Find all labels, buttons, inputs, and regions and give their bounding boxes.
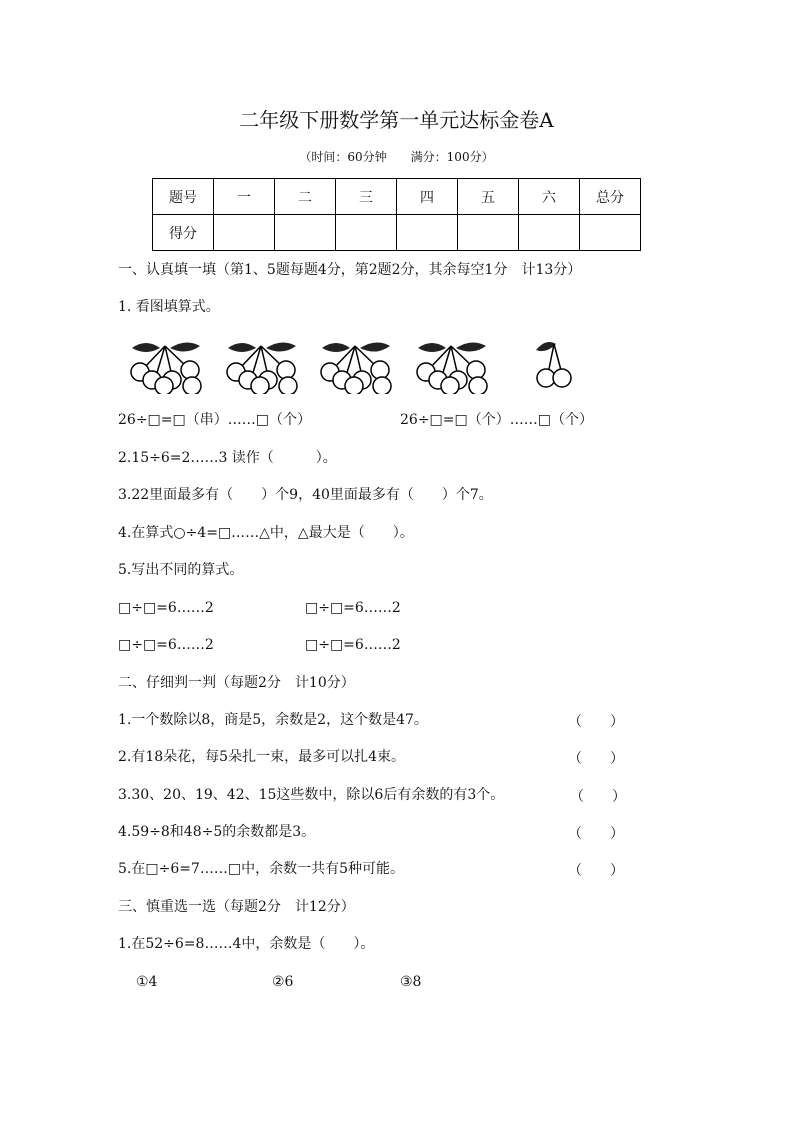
question: 2.15÷6=2……3 读作（ ）。 (118, 450, 337, 466)
blank-formula: □÷□=6……2 (118, 600, 214, 616)
cherry-bunch-icon (224, 336, 304, 394)
exam-info: （时间：60分钟 满分：100分） (299, 150, 494, 164)
answer-paren: （ ） (570, 789, 626, 805)
score-cell[interactable] (458, 215, 519, 251)
score-cell[interactable] (580, 215, 641, 251)
answer-paren: （ ） (568, 714, 624, 730)
header-cell: 一 (214, 179, 275, 215)
question: 3.22里面最多有（ ）个9，40里面最多有（ ）个7。 (118, 487, 493, 503)
score-cell[interactable] (336, 215, 397, 251)
option[interactable]: ③8 (400, 974, 422, 990)
cherry-bunch-icon (128, 336, 208, 394)
formula-b: 26÷□=□（个）……□（个） (400, 412, 593, 428)
question: 4.在算式○÷4=□……△中，△最大是（ ）。 (118, 525, 414, 541)
header-cell: 四 (397, 179, 458, 215)
question: 1. 看图填算式。 (118, 299, 220, 315)
header-cell: 题号 (153, 179, 214, 215)
judge-item: 1.一个数除以8，商是5，余数是2，这个数是47。 (118, 712, 428, 728)
answer-paren: （ ） (568, 863, 624, 879)
section2-heading: 二、仔细判一判（每题2分 计10分） (118, 675, 355, 691)
score-cell[interactable] (275, 215, 336, 251)
cherry-bunch-icon (318, 336, 398, 394)
score-cell[interactable] (397, 215, 458, 251)
blank-formula: □÷□=6……2 (118, 637, 214, 653)
formula-a: 26÷□=□（串）……□（个） (118, 412, 311, 428)
page-title: 二年级下册数学第一单元达标金卷A (239, 108, 554, 132)
option[interactable]: ②6 (272, 974, 294, 990)
cherry-bunch-icon (532, 336, 582, 394)
header-cell: 五 (458, 179, 519, 215)
row-label: 得分 (153, 215, 214, 251)
header-cell: 六 (519, 179, 580, 215)
header-cell: 二 (275, 179, 336, 215)
judge-item: 2.有18朵花，每5朵扎一束，最多可以扎4束。 (118, 749, 405, 765)
question: 1.在52÷6=8……4中，余数是（ ）。 (118, 936, 375, 952)
blank-formula: □÷□=6……2 (305, 600, 401, 616)
option[interactable]: ①4 (136, 974, 158, 990)
score-cell[interactable] (519, 215, 580, 251)
score-cell[interactable] (214, 215, 275, 251)
header-cell: 三 (336, 179, 397, 215)
question: 5.写出不同的算式。 (118, 562, 244, 578)
answer-paren: （ ） (568, 751, 624, 767)
section1-heading: 一、认真填一填（第1、5题每题4分，第2题2分，其余每空1分 计13分） (118, 262, 582, 278)
section3-heading: 三、慎重选一选（每题2分 计12分） (118, 899, 355, 915)
cherry-bunch-icon (414, 336, 494, 394)
header-cell: 总分 (580, 179, 641, 215)
judge-item: 3.30、20、19、42、15这些数中，除以6后有余数的有3个。 (118, 787, 505, 803)
judge-item: 4.59÷8和48÷5的余数都是3。 (118, 824, 316, 840)
blank-formula: □÷□=6……2 (305, 637, 401, 653)
judge-item: 5.在□÷6=7……□中，余数一共有5种可能。 (118, 861, 404, 877)
answer-paren: （ ） (568, 826, 624, 842)
score-table (152, 178, 641, 251)
